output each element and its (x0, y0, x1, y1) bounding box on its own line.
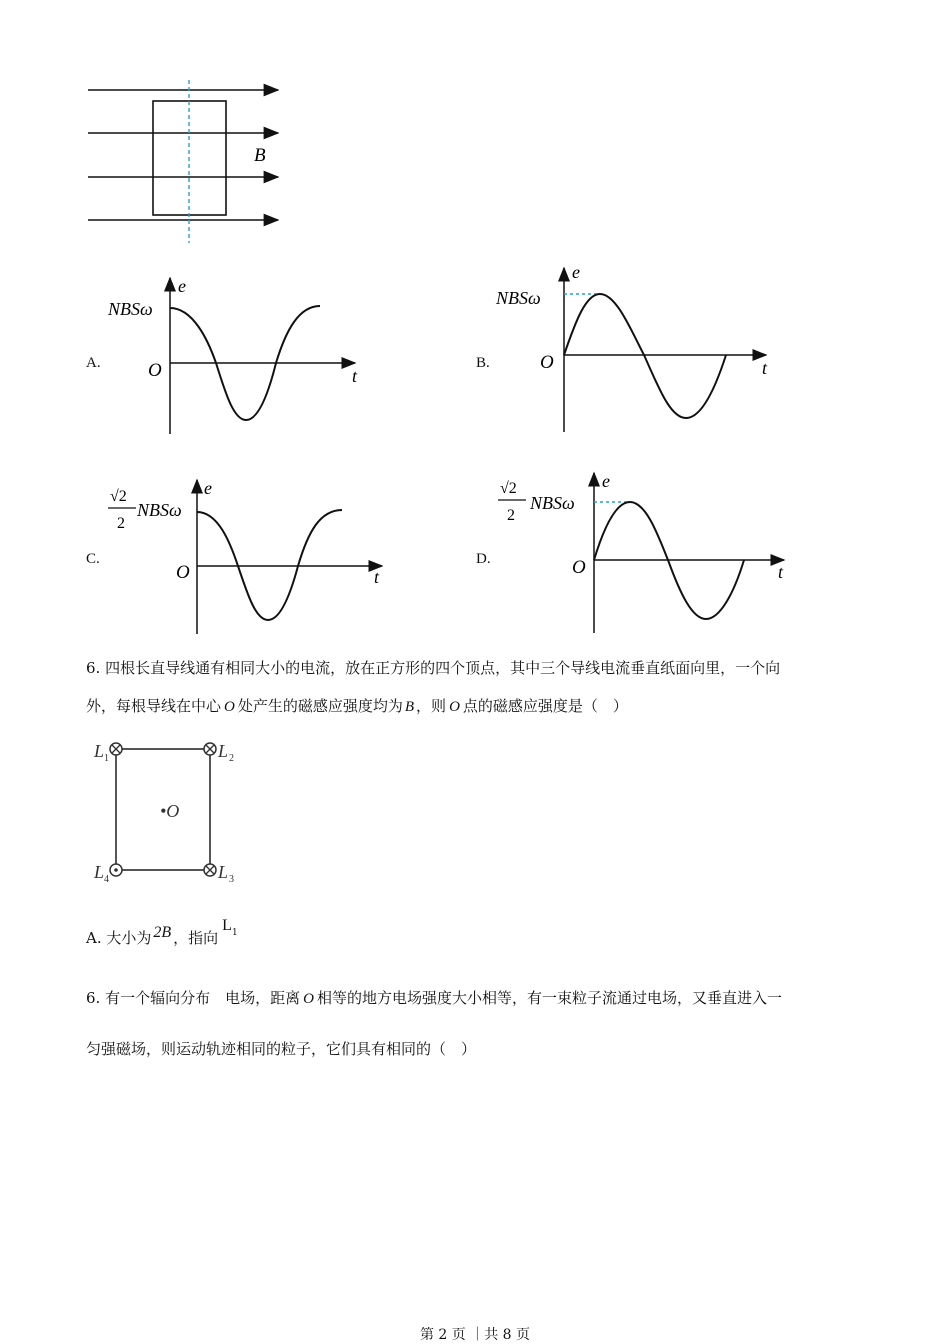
center-o-label: •O (160, 801, 180, 821)
wire-l3-into-page (204, 864, 216, 876)
q6-text-c: ，则 (416, 697, 447, 715)
l1-subscript: 1 (104, 753, 109, 764)
q6-var-b: B (404, 699, 415, 715)
sqrt-two-label: √2 (500, 480, 517, 497)
t-label: t (762, 358, 768, 378)
option-prefix: A. 大小为 (86, 929, 152, 947)
l4-label: L (94, 862, 105, 882)
q6-text-a: 外，每根导线在中心 (86, 697, 222, 715)
coil-field-figure (80, 75, 300, 250)
option-target: L (222, 917, 232, 934)
origin-label: O (148, 360, 162, 381)
q6-option-a (86, 917, 238, 951)
peak-label: NBSω (496, 288, 541, 308)
t-label: t (352, 366, 358, 386)
half-label: 2 (117, 515, 125, 532)
q7-text-b: 相等的地方电场强度大小相等，有一束粒子流通过电场，又垂直进入一 (316, 989, 782, 1007)
q6-line1: 6. 四根长直导线通有相同大小的电流，放在正方形的四个顶点，其中三个导线电流垂直纸面向里，一个向 (86, 659, 781, 677)
peak-label: NBSω (530, 493, 575, 513)
option-c-graph (100, 470, 390, 640)
e-label: e (572, 262, 580, 282)
q6-text-d: 点的磁感应强度是（ ） (462, 697, 628, 715)
q7-text-a: 6. 有一个辐向分布 电场，距离 (86, 989, 301, 1007)
e-label: e (602, 471, 610, 491)
q7-var-o: O (303, 991, 314, 1007)
option-mid: ，指向 (173, 929, 219, 947)
field-label: B (254, 145, 266, 166)
l3-label: L (218, 862, 229, 882)
origin-label: O (572, 557, 586, 578)
q6-var-o2: O (449, 699, 460, 715)
option-b-label: B. (476, 355, 490, 371)
q7-line2: 匀强磁场，则运动轨迹相同的粒子，它们具有相同的（ ） (86, 1040, 477, 1058)
option-b-graph (490, 260, 780, 440)
sqrt-two-label: √2 (110, 488, 127, 505)
option-target-sub: 1 (231, 928, 238, 938)
t-label: t (374, 567, 380, 587)
option-a-label: A. (86, 355, 101, 371)
q7-line1 (86, 988, 782, 1009)
wire-l2-into-page (204, 743, 216, 755)
peak-label: NBSω (108, 299, 153, 319)
half-label: 2 (507, 507, 515, 524)
l2-subscript: 2 (229, 753, 234, 764)
wire-l1-into-page (110, 743, 122, 755)
option-d-graph (490, 465, 800, 640)
option-d-label: D. (476, 551, 491, 567)
wire-l4-out-of-page (110, 864, 122, 876)
peak-label: NBSω (137, 500, 182, 520)
l1-label: L (94, 741, 105, 761)
square-wires-figure (88, 735, 248, 890)
q6-var-o: O (224, 699, 235, 715)
q6-text-b: 处产生的磁感应强度均为 (237, 697, 403, 715)
option-a-graph (100, 270, 370, 440)
option-c-label: C. (86, 551, 100, 567)
option-value: 2B (153, 924, 172, 941)
t-label: t (778, 562, 784, 582)
q6-line2 (86, 696, 628, 717)
e-label: e (178, 276, 186, 296)
l3-subscript: 3 (229, 874, 234, 885)
sine-curve (564, 294, 726, 418)
field-lines (88, 90, 278, 220)
page-footer: 第 2 页 ｜共 8 页 (419, 1327, 531, 1343)
l2-label: L (218, 741, 229, 761)
origin-label: O (176, 562, 190, 583)
l4-subscript: 4 (104, 874, 109, 885)
origin-label: O (540, 352, 554, 373)
e-label: e (204, 478, 212, 498)
cosine-curve (197, 510, 342, 620)
